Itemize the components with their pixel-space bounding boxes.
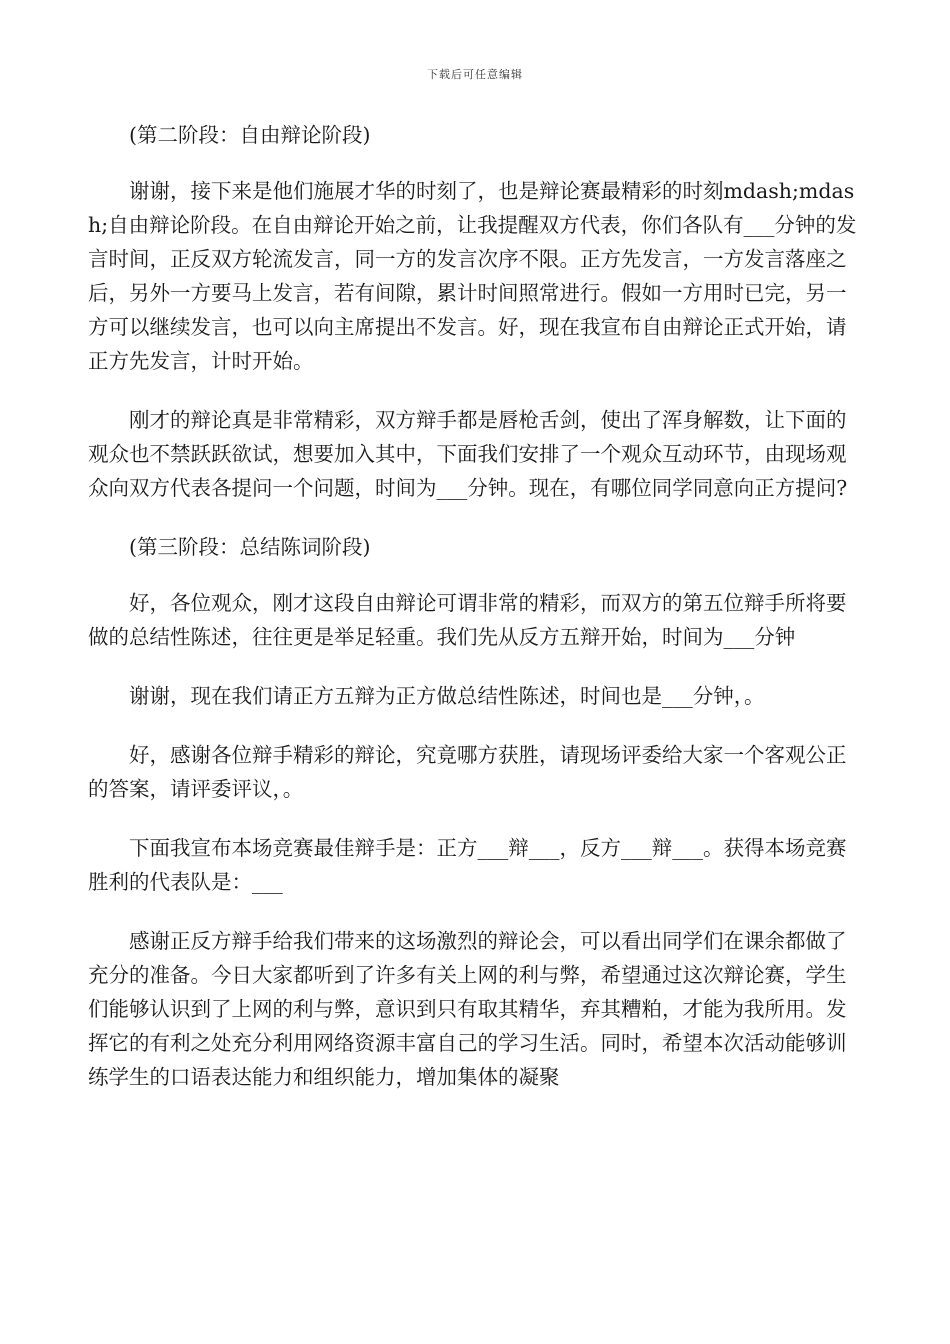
paragraph: 谢谢，接下来是他们施展才华的时刻了，也是辩论赛最精彩的时刻mdash;mdash;自由辩论阶段。在自由辩论开始之前，让我提醒双方代表，你们各队有___分钟的发言时间，正反双方轮流发言，同一方的发言次序不限。正方先发言，一方发言落座之后，另外一方要马上发言，若有间隙，累计时间照常进行。假如一方用时已完，另一方可以继续发言，也可以向主席提出不发言。好，现在我宣布自由辩论正式开始，请正方先发言，计时开始。	[88, 179, 857, 373]
paragraph: 好，各位观众，刚才这段自由辩论可谓非常的精彩，而双方的第五位辩手所将要做的总结性陈述，往往更是举足轻重。我们先从反方五辩开始，时间为___分钟	[88, 591, 847, 649]
paragraph: 刚才的辩论真是非常精彩，双方辩手都是唇枪舌剑，使出了浑身解数，让下面的观众也不禁跃跃欲试，想要加入其中，下面我们安排了一个观众互动环节，由现场观众向双方代表各提问一个问题，时间为___分钟。现在，有哪位同学同意向正方提问?	[88, 408, 848, 500]
stage-heading: (第二阶段：自由辩论阶段)	[129, 123, 371, 147]
document-body	[88, 118, 858, 1119]
paragraph: 下面我宣布本场竞赛最佳辩手是：正方___辩___，反方___辩___。获得本场竞赛胜利的代表队是：___	[88, 836, 847, 894]
page-header: 下载后可任意编辑	[427, 68, 523, 81]
stage-heading: (第三阶段：总结陈词阶段)	[129, 535, 371, 559]
paragraph: 感谢正反方辩手给我们带来的这场激烈的辩论会，可以看出同学们在课余都做了充分的准备。今日大家都听到了许多有关上网的利与弊，希望通过这次辩论赛，学生们能够认识到了上网的利与弊，意识到只有取其精华，弃其糟粕，才能为我所用。发挥它的有利之处充分利用网络资源丰富自己的学习生活。同时，希望本次活动能够训练学生的口语表达能力和组织能力，增加集体的凝聚	[88, 929, 847, 1089]
paragraph: 好，感谢各位辩手精彩的辩论，究竟哪方获胜，请现场评委给大家一个客观公正的答案，请评委评议，。	[88, 743, 847, 801]
paragraph: 谢谢，现在我们请正方五辩为正方做总结性陈述，时间也是___分钟，。	[129, 684, 765, 708]
